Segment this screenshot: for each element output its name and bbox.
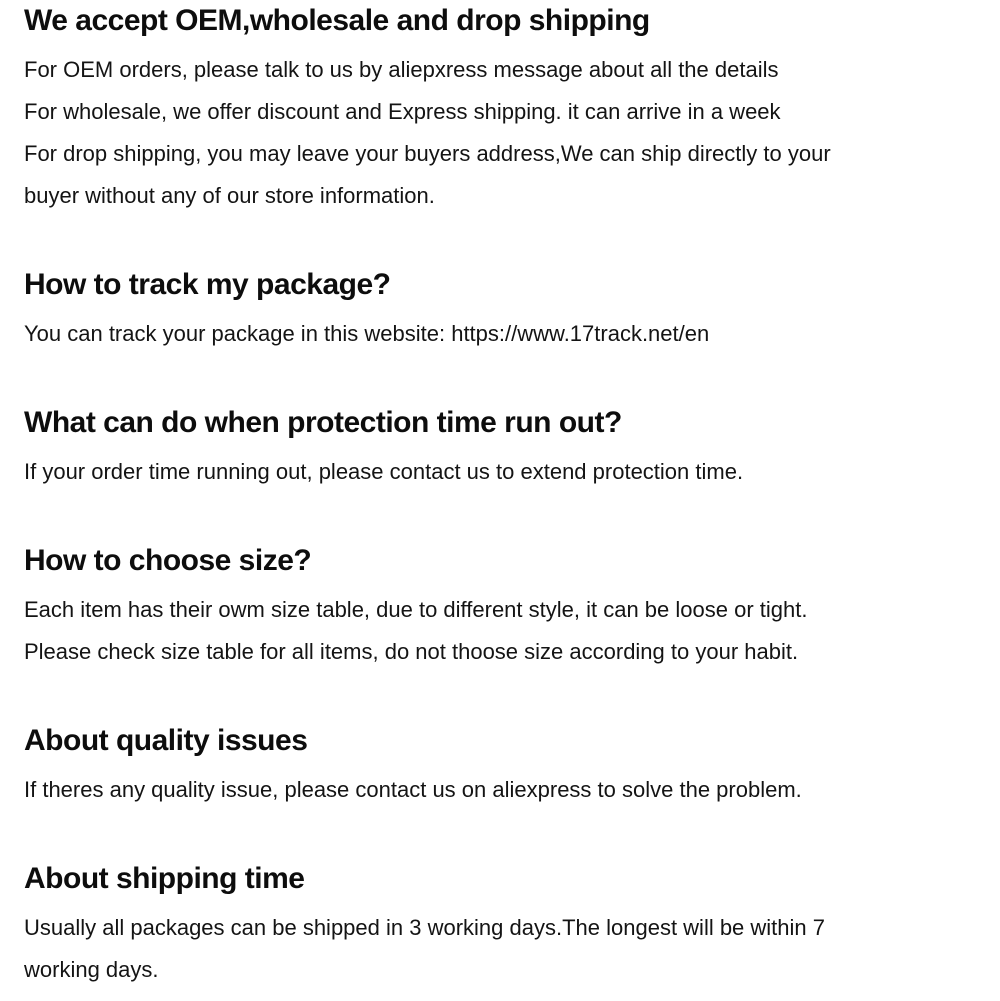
section-choose-size	[24, 543, 976, 673]
section-body	[24, 589, 976, 673]
section-text-line: For wholesale, we offer discount and Express shipping. it can arrive in a week	[24, 99, 781, 124]
section-text-line: For OEM orders, please talk to us by aliepxress message about all the details	[24, 57, 779, 82]
section-protection-time	[24, 405, 976, 493]
section-body	[24, 49, 976, 217]
section-quality-issues	[24, 723, 976, 811]
section-text-line: working days.	[24, 957, 159, 982]
section-text-line: buyer without any of our store information.	[24, 183, 435, 208]
section-oem-wholesale-dropshipping	[24, 3, 976, 217]
section-text-line: Please check size table for all items, do not thoose size according to your habit.	[24, 639, 799, 664]
section-heading: We accept OEM,wholesale and drop shipping	[24, 4, 650, 37]
section-shipping-time	[24, 861, 976, 991]
section-heading: How to choose size?	[24, 544, 312, 577]
section-body	[24, 769, 976, 811]
section-text-line: Usually all packages can be shipped in 3 working days.The longest will be within 7	[24, 915, 826, 940]
section-heading: How to track my package?	[24, 268, 391, 301]
section-text-line-with-tracking-url: You can track your package in this website: https://www.17track.net/en	[24, 321, 710, 346]
section-body	[24, 907, 976, 991]
section-body	[24, 451, 976, 493]
section-body	[24, 313, 976, 355]
section-text-line: If your order time running out, please contact us to extend protection time.	[24, 459, 744, 484]
section-text-line: Each item has their owm size table, due to different style, it can be loose or tight.	[24, 597, 808, 622]
section-track-package	[24, 267, 976, 355]
section-text-line: If theres any quality issue, please contact us on aliexpress to solve the problem.	[24, 777, 802, 802]
section-heading: About quality issues	[24, 724, 308, 757]
section-text-line: For drop shipping, you may leave your buyers address,We can ship directly to your	[24, 141, 831, 166]
section-heading: About shipping time	[24, 862, 305, 895]
section-heading: What can do when protection time run out?	[24, 406, 622, 439]
